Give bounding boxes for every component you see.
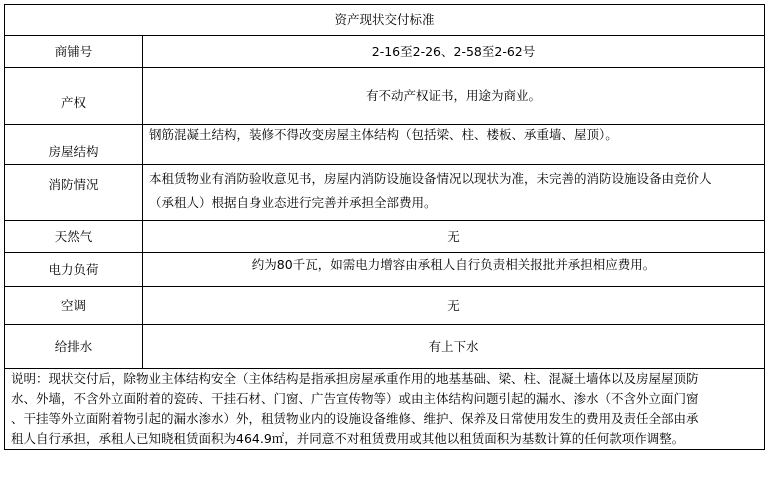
note-text — [5, 369, 765, 450]
table-row — [5, 125, 765, 165]
table-row — [5, 253, 765, 287]
row-value-shop-number: 2-16至2-26、2-58至2-62号 — [143, 36, 765, 68]
table-title-row — [5, 5, 765, 36]
row-value-water-supply: 有上下水 — [143, 325, 765, 369]
row-value-power-load: 约为80千瓦，如需电力增容由承租人自行负责相关报批并承担相应费用。 — [143, 253, 765, 287]
row-label-property-right: 产权 — [5, 68, 143, 125]
row-label-building-structure: 房屋结构 — [5, 125, 143, 165]
delivery-standard-table — [4, 4, 765, 450]
row-label-fire-protection — [5, 165, 143, 221]
row-value-air-conditioning: 无 — [143, 287, 765, 325]
note-line-2: 水、外墙，不含外立面附着的瓷砖、干挂石材、门窗、广告宣传物等）或由主体结构问题引起的漏水、渗水（不含外立面门窗 — [11, 391, 699, 406]
table-row — [5, 325, 765, 369]
note-line-3: 、干挂等外立面附着物引起的漏水渗水）外，租赁物业内的设施设备维修、维护、保养及日常使用发生的费用及责任全部由承 — [11, 411, 699, 426]
table-row — [5, 221, 765, 253]
table-note-row — [5, 369, 765, 450]
note-line-4: 租人自行承担，承租人已知晓租赁面积为464.9㎡，并同意不对租赁费用或其他以租赁面积为基数计算的任何款项作调整。 — [11, 431, 685, 446]
row-label-water-supply: 给排水 — [5, 325, 143, 369]
row-value-fire-protection — [143, 165, 765, 221]
table-row — [5, 36, 765, 68]
table-title: 资产现状交付标准 — [5, 5, 765, 36]
row-label-natural-gas: 天然气 — [5, 221, 143, 253]
row-value-building-structure: 钢筋混凝土结构，装修不得改变房屋主体结构（包括梁、柱、楼板、承重墙、屋顶）。 — [143, 125, 765, 165]
row-value-property-right: 有不动产权证书，用途为商业。 — [143, 68, 765, 125]
row-label-air-conditioning: 空调 — [5, 287, 143, 325]
fire-protection-line-2: （承租人）根据自身业态进行完善并承担全部费用。 — [149, 195, 437, 210]
row-label-power-load: 电力负荷 — [5, 253, 143, 287]
table-row — [5, 165, 765, 221]
table-row — [5, 287, 765, 325]
table-row — [5, 68, 765, 125]
fire-protection-line-1: 本租赁物业有消防验收意见书，房屋内消防设施设备情况以现状为准，未完善的消防设施设备由竞价人 — [149, 171, 712, 186]
note-line-1: 说明：现状交付后，除物业主体结构安全（主体结构是指承担房屋承重作用的地基基础、梁、柱、混凝土墙体以及房屋屋顶防 — [11, 371, 699, 386]
fire-protection-label: 消防情况 — [48, 177, 99, 192]
row-value-natural-gas: 无 — [143, 221, 765, 253]
row-label-shop-number: 商铺号 — [5, 36, 143, 68]
